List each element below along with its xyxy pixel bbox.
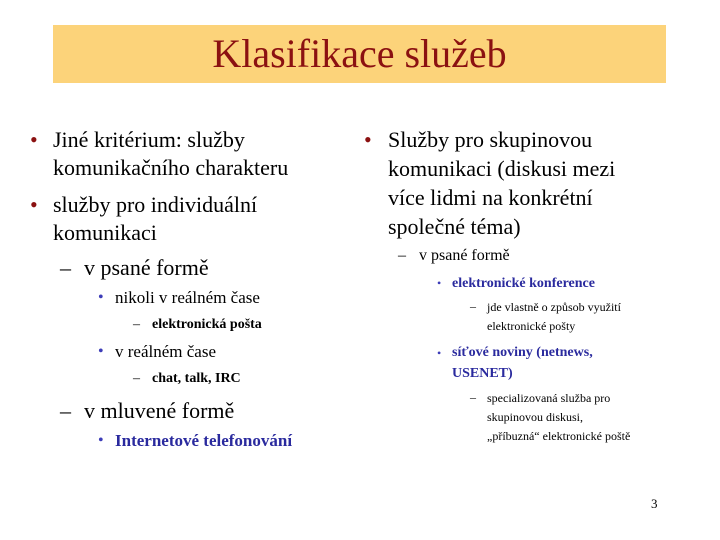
left-item1-line2: komunikačního charakteru [53, 155, 289, 180]
left-sub2-a: Internetové telefonování [115, 431, 293, 450]
dash-icon: – [133, 371, 140, 386]
slide-title: Klasifikace služeb [212, 31, 507, 76]
bullet-icon: • [98, 432, 104, 449]
right-item1-line3: více lidmi na konkrétní [388, 185, 593, 210]
bullet-icon: • [437, 276, 442, 290]
right-item1-line1: Služby pro skupinovou [388, 127, 593, 152]
title-banner [53, 25, 666, 83]
left-sub2: v mluvené formě [84, 398, 235, 423]
bullet-icon: • [437, 346, 442, 360]
dash-icon: – [470, 299, 476, 313]
left-sub1: v psané formě [84, 255, 209, 280]
dash-icon: – [133, 317, 140, 332]
bullet-icon: • [30, 127, 38, 152]
dash-icon: – [398, 247, 406, 264]
left-item2-line2: komunikaci [53, 220, 157, 245]
left-sub1-b: v reálném čase [115, 342, 216, 361]
right-item1-line4: společné téma) [388, 214, 521, 239]
right-sub1-b-line1: síťové noviny (netnews, [452, 345, 593, 360]
bullet-icon: • [30, 192, 38, 217]
left-sub1-b-detail: chat, talk, IRC [152, 371, 241, 386]
bullet-icon: • [98, 343, 104, 360]
right-item1-line2: komunikaci (diskusi mezi [388, 156, 616, 181]
right-sub1-a-detail-line2: elektronické pošty [487, 319, 576, 333]
right-sub1-b-detail-line2: skupinovou diskusi, [487, 410, 584, 424]
right-sub1-b-line2: USENET) [452, 366, 513, 381]
dash-icon: – [60, 398, 71, 423]
dash-icon: – [60, 255, 71, 280]
bullet-icon: • [364, 127, 372, 152]
left-item1-line1: Jiné kritérium: služby [53, 127, 245, 152]
left-sub1-a: nikoli v reálném čase [115, 288, 260, 307]
right-sub1-b-detail-line1: specializovaná služba pro [487, 391, 611, 405]
dash-icon: – [470, 390, 476, 404]
bullet-icon: • [98, 289, 104, 306]
right-sub1-b-detail-line3: „příbuzná“ elektronické poště [487, 429, 631, 443]
left-item2-line1: služby pro individuální [53, 192, 258, 217]
page-number: 3 [651, 496, 658, 511]
left-sub1-a-detail: elektronická pošta [152, 317, 262, 332]
right-sub1-a: elektronické konference [452, 276, 595, 291]
right-sub1: v psané formě [419, 247, 510, 264]
right-sub1-a-detail-line1: jde vlastně o způsob využití [487, 300, 621, 314]
